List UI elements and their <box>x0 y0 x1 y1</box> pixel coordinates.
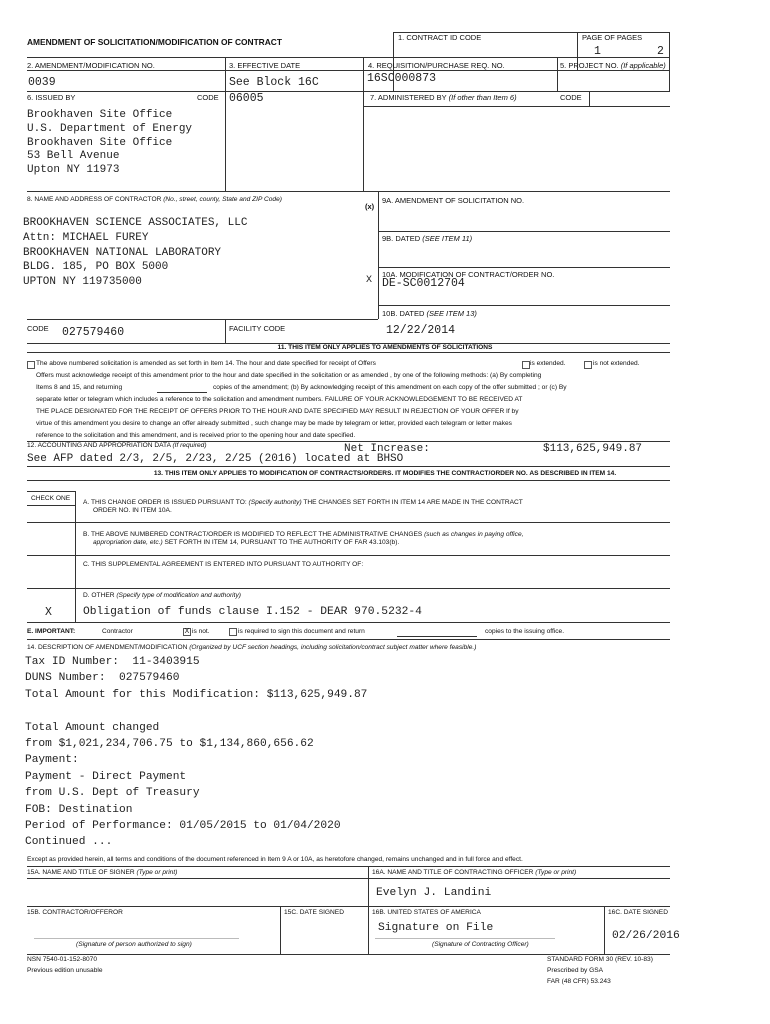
item-11-line-3b: copies of the amendment; (b) By acknowledging receipt of this amendment on each copy of the offer submitted ; or (c) By <box>213 384 567 391</box>
standard-form-id: STANDARD FORM 30 (REV. 10-83) <box>547 956 653 963</box>
accounting-data-value: See AFP dated 2/3, 2/5, 2/23, 2/25 (2016) located at BHSO <box>27 453 404 465</box>
requisition-no-value: 16SC000873 <box>367 72 437 85</box>
item-14-description: Tax ID Number: 11-3403915 DUNS Number: 027579460 Total Amount for this Modification: $113,625,949.87 Total Amount changed from $1,021,234,706.75 to $1,134,860,656.62 Payment: Payment - Direct Payment from U.S. Dept of Treasury FOB: Destination Period of Performance: 01/05/2015 to 01/04/2020 Continued ... <box>25 656 368 849</box>
date-signed-16c: 02/26/2016 <box>612 930 680 942</box>
item-11-line-3a: Items 8 and 15, and returning <box>36 384 123 391</box>
copies-to-issuing-office: copies to the issuing office. <box>485 628 565 635</box>
item-11-heading: 11. THIS ITEM ONLY APPLIES TO AMENDMENTS OF SOLICITATIONS <box>277 344 493 351</box>
contractor-address: BROOKHAVEN SCIENCE ASSOCIATES, LLC Attn: MICHAEL FUREY BROOKHAVEN NATIONAL LABORATORY BLDG. 185, PO BOX 5000 UPTON NY 119735000 <box>23 217 248 289</box>
item-10a-check-mark: X <box>366 275 373 286</box>
item-13d-value: Obligation of funds clause I.152 - DEAR 970.5232-4 <box>83 606 422 618</box>
contractor-code-value: 027579460 <box>62 326 125 339</box>
administered-by-label: 7. ADMINISTERED BY (If other than Item 6) <box>370 93 517 102</box>
item-11-line-7: reference to the solicitation and this amendment, and is received prior to the opening hour and date specified. <box>36 432 356 439</box>
previous-edition-note: Previous edition unusable <box>27 967 103 974</box>
project-no-label: 5. PROJECT NO. (If applicable) <box>560 61 666 70</box>
contracting-officer-name: Evelyn J. Landini <box>376 887 492 899</box>
copies-return-blank-line <box>397 636 477 637</box>
item-15c-label: 15C. DATE SIGNED <box>284 909 344 916</box>
effective-date-value: See Block 16C <box>229 76 319 89</box>
nsn-number: NSN 7540-01-152-8070 <box>27 956 98 963</box>
is-not-label: is not. <box>192 628 210 635</box>
is-extended-label: is extended. <box>530 360 566 367</box>
item-16a-label: 16A. NAME AND TITLE OF CONTRACTING OFFICER (Type or print) <box>372 869 577 876</box>
prescribed-by: Prescribed by GSA <box>547 967 604 974</box>
item-10b-label: 10B. DATED (SEE ITEM 13) <box>382 309 477 318</box>
item-10b-value: 12/22/2014 <box>386 324 456 337</box>
signer-signature-caption: (Signature of person authorized to sign) <box>76 941 192 948</box>
page-of-pages-label: PAGE OF PAGES <box>582 33 643 42</box>
item-13d-check-mark: X <box>45 606 52 619</box>
far-reference: FAR (48 CFR) 53.243 <box>547 978 611 985</box>
item-11-line-1: The above numbered solicitation is amended as set forth in Item 14. The hour and date specified for receipt of Offers <box>36 360 376 367</box>
item-13a-line-2: ORDER NO. IN ITEM 10A. <box>93 507 172 514</box>
item-11-line-4: separate letter or telegram which includes a reference to the solicitation and amendment numbers. FAILURE OF YOUR ACKNOWLEDGEMENT TO BE RECEIVED AT <box>36 396 523 403</box>
item-13b-line-2: appropriation date, etc.) SET FORTH IN ITEM 14, PURSUANT TO THE AUTHORITY OF FAR 43.103(b). <box>93 539 400 546</box>
issued-by-code-value: 06005 <box>229 92 264 105</box>
facility-code-label: FACILITY CODE <box>229 324 286 333</box>
check-one-label: CHECK ONE <box>31 495 71 502</box>
item-12-label: 12. ACCOUNTING AND APPROPRIATION DATA (If required) <box>27 442 207 449</box>
net-increase-value: $113,625,949.87 <box>543 443 643 455</box>
administered-by-code-label: CODE <box>560 93 582 102</box>
effective-date-label: 3. EFFECTIVE DATE <box>229 61 301 70</box>
is-not-checkbox[interactable]: X <box>184 628 190 635</box>
item-15a-label: 15A. NAME AND TITLE OF SIGNER (Type or print) <box>27 869 178 876</box>
item-13b-line-1: B. THE ABOVE NUMBERED CONTRACT/ORDER IS MODIFIED TO REFLECT THE ADMINISTRATIVE CHANGES (such as changes in paying office, <box>83 531 524 538</box>
is-required-label: is required to sign this document and return <box>238 628 365 635</box>
important-label: E. IMPORTANT: <box>27 628 76 635</box>
issued-by-label: 6. ISSUED BY <box>27 93 76 102</box>
item-13c-line: C. THIS SUPPLEMENTAL AGREEMENT IS ENTERED INTO PURSUANT TO AUTHORITY OF: <box>83 561 364 568</box>
item-9b-label: 9B. DATED (SEE ITEM 11) <box>382 234 473 243</box>
issuer-address: Brookhaven Site Office U.S. Department of Energy Brookhaven Site Office 53 Bell Avenue Upton NY 11973 <box>27 109 193 177</box>
net-increase-label: Net Increase: <box>344 443 430 455</box>
is-extended-checkbox[interactable] <box>522 361 530 369</box>
form-title: AMENDMENT OF SOLICITATION/MODIFICATION OF CONTRACT <box>27 37 282 47</box>
is-required-checkbox[interactable] <box>229 628 237 636</box>
item-11-line-5: THE PLACE DESIGNATED FOR THE RECEIPT OF OFFERS PRIOR TO THE HOUR AND DATE SPECIFIED MAY RESULT IN REJECTION OF YOUR OFFER If by <box>36 408 519 415</box>
contract-id-code-label: 1. CONTRACT ID CODE <box>398 33 482 42</box>
item-16b-label: 16B. UNITED STATES OF AMERICA <box>372 909 481 916</box>
contractor-label: 8. NAME AND ADDRESS OF CONTRACTOR (No., street, county, State and ZIP Code) <box>27 196 282 203</box>
contractor-sign-label: Contractor <box>102 628 133 635</box>
terms-unchanged-statement: Except as provided herein, all terms and conditions of the document referenced in Item 9 A or 10A, as heretofore changed, remains unchanged and in full force and effect. <box>27 856 523 863</box>
x-column-label: (x) <box>365 202 375 211</box>
item-10a-label: 10A. MODIFICATION OF CONTRACT/ORDER NO. <box>382 270 555 279</box>
contracting-officer-signature: Signature on File <box>378 922 494 934</box>
is-not-extended-label: is not extended. <box>593 360 640 367</box>
total-pages: 2 <box>657 45 664 58</box>
item-13a-line-1: A. THIS CHANGE ORDER IS ISSUED PURSUANT TO: (Specify authority) THE CHANGES SET FORTH IN ITEM 14 ARE MADE IN THE CONTRACT <box>83 499 523 506</box>
contracting-officer-signature-caption: (Signature of Contracting Officer) <box>432 941 529 948</box>
amendment-no-label: 2. AMENDMENT/MODIFICATION NO. <box>27 61 155 70</box>
copies-blank-line <box>157 392 207 393</box>
item-13-heading: 13. THIS ITEM ONLY APPLIES TO MODIFICATION OF CONTRACTS/ORDERS. IT MODIFIES THE CONTRACT/ORDER NO. AS DESCRIBED IN ITEM 14. <box>153 470 617 477</box>
page-number: 1 <box>594 45 601 58</box>
issued-by-code-label: CODE <box>197 93 219 102</box>
item-11-line-2: Offers must acknowledge receipt of this amendment prior to the hour and date specified in the solicitation or as amended , by one of the following methods: (a) By completing <box>36 372 542 379</box>
item-11-line-6: virtue of this amendment you desire to change an offer already submitted , such change may be made by telegram or letter, provided each telegram or letter makes <box>36 420 512 427</box>
item-13d-label: D. OTHER (Specify type of modification and authority) <box>83 592 241 599</box>
item-14-label: 14. DESCRIPTION OF AMENDMENT/MODIFICATION (Organized by UCF section headings, including solicitation/contract subject matter where feasible.) <box>27 644 477 651</box>
item-15b-label: 15B. CONTRACTOR/OFFEROR <box>27 909 123 916</box>
item-16c-label: 16C. DATE SIGNED <box>608 909 668 916</box>
contractor-code-label: CODE <box>27 324 49 333</box>
amendment-no-value: 0039 <box>28 76 56 89</box>
item-11-solicitation-checkbox[interactable] <box>27 361 35 369</box>
is-not-extended-checkbox[interactable] <box>584 361 592 369</box>
requisition-no-label: 4. REQUISITION/PURCHASE REQ. NO. <box>368 61 505 70</box>
item-10a-value: DE-SC0012704 <box>382 277 465 290</box>
item-9a-label: 9A. AMENDMENT OF SOLICITATION NO. <box>382 196 525 205</box>
